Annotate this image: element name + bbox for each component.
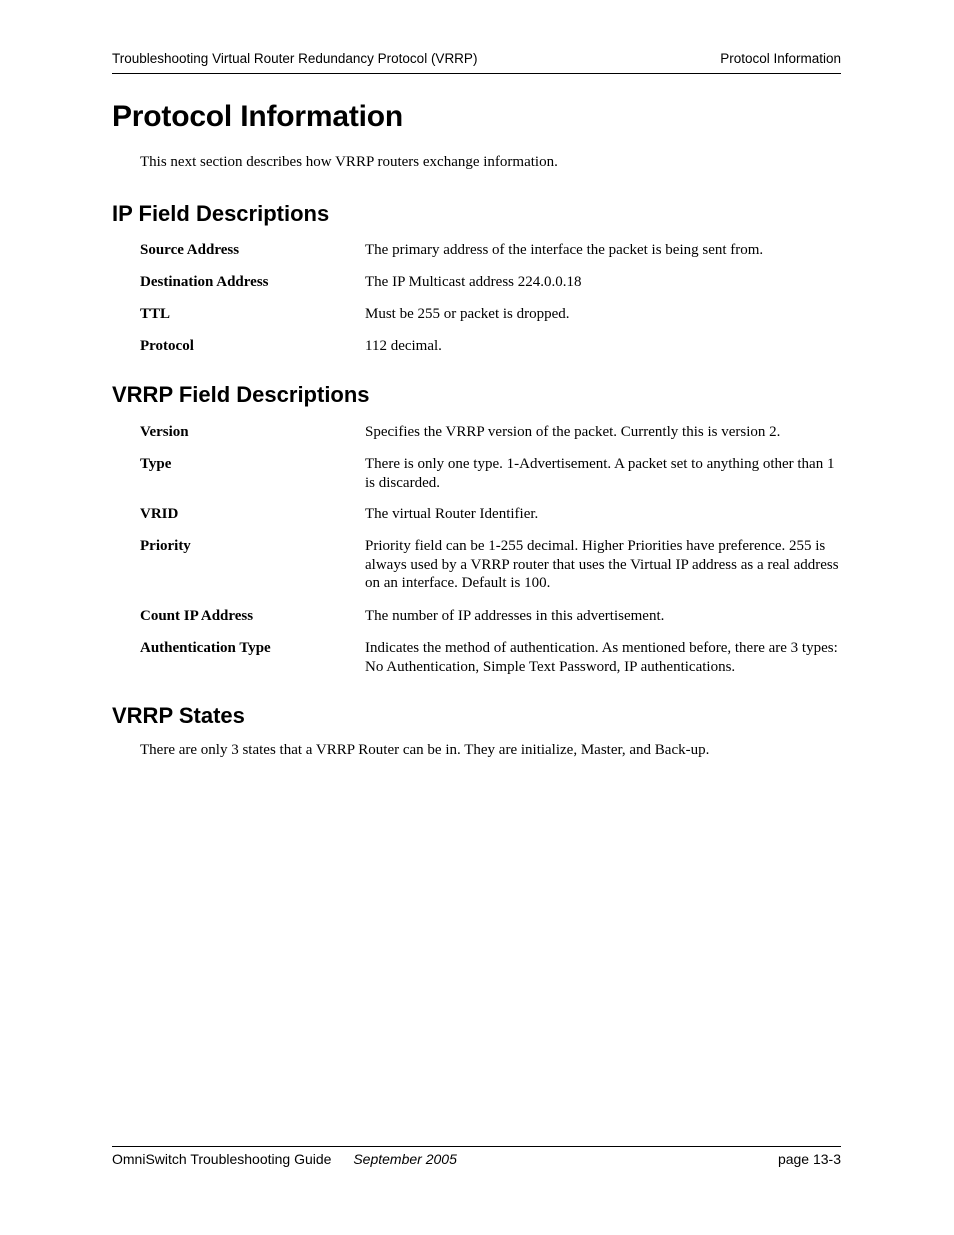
vrrp-field-row: [140, 607, 841, 626]
ip-field-row: [140, 241, 841, 260]
running-header: [112, 51, 841, 66]
field-description: Priority field can be 1-255 decimal. Higher Priorities have preference. 255 is always used by a VRRP router that uses the Virtual IP address as a real address on an interface. Default is 100.: [365, 538, 839, 591]
field-description: There is only one type. 1-Advertisement. A packet set to anything other than 1 is discarded.: [365, 456, 835, 491]
vrrp-field-row: [140, 537, 841, 593]
field-term: Authentication Type: [140, 640, 271, 656]
field-description: Specifies the VRRP version of the packet. Currently this is version 2.: [365, 424, 781, 440]
ip-field-descriptions-heading: IP Field Descriptions: [112, 201, 330, 226]
field-term: TTL: [140, 306, 171, 322]
field-description: 112 decimal.: [365, 338, 442, 354]
vrrp-field-row: [140, 505, 841, 524]
footer-page-number: page 13-3: [777, 1151, 841, 1167]
field-description: Indicates the method of authentication. As mentioned before, there are 3 types: No Authentication, Simple Text Password, IP authentications.: [365, 640, 838, 675]
vrrp-field-descriptions-heading: VRRP Field Descriptions: [112, 382, 370, 407]
vrrp-field-row: [140, 639, 841, 676]
ip-field-row: [140, 337, 841, 356]
field-description: The number of IP addresses in this advertisement.: [365, 608, 665, 624]
field-term: Count IP Address: [140, 608, 254, 624]
field-term: Source Address: [140, 242, 240, 258]
footer-left: [112, 1151, 475, 1167]
ip-field-row: [140, 305, 841, 324]
page-title: Protocol Information: [112, 100, 403, 133]
header-section-title: Protocol Information: [720, 51, 841, 66]
header-divider: [112, 73, 841, 74]
field-description: Must be 255 or packet is dropped.: [365, 306, 570, 322]
field-term: VRID: [140, 506, 179, 522]
field-description: The IP Multicast address 224.0.0.18: [365, 274, 582, 290]
footer-guide-title: OmniSwitch Troubleshooting Guide: [112, 1151, 332, 1167]
ip-field-row: [140, 273, 841, 292]
vrrp-states-heading: VRRP States: [112, 703, 245, 728]
field-term: Version: [140, 424, 189, 440]
header-chapter-title: Troubleshooting Virtual Router Redundancy Protocol (VRRP): [112, 51, 478, 66]
field-description: The primary address of the interface the packet is being sent from.: [365, 242, 764, 258]
field-term: Priority: [140, 538, 191, 554]
running-footer: [112, 1151, 841, 1167]
vrrp-states-paragraph: There are only 3 states that a VRRP Router can be in. They are initialize, Master, and Back-up.: [140, 742, 710, 758]
vrrp-field-row: [140, 455, 841, 492]
field-term: Destination Address: [140, 274, 269, 290]
field-term: Protocol: [140, 338, 194, 354]
footer-date: September 2005: [353, 1151, 457, 1167]
vrrp-field-row: [140, 423, 841, 442]
field-term: Type: [140, 456, 172, 472]
footer-divider: [112, 1146, 841, 1147]
intro-paragraph: This next section describes how VRRP routers exchange information.: [140, 154, 558, 170]
field-description: The virtual Router Identifier.: [365, 506, 539, 522]
